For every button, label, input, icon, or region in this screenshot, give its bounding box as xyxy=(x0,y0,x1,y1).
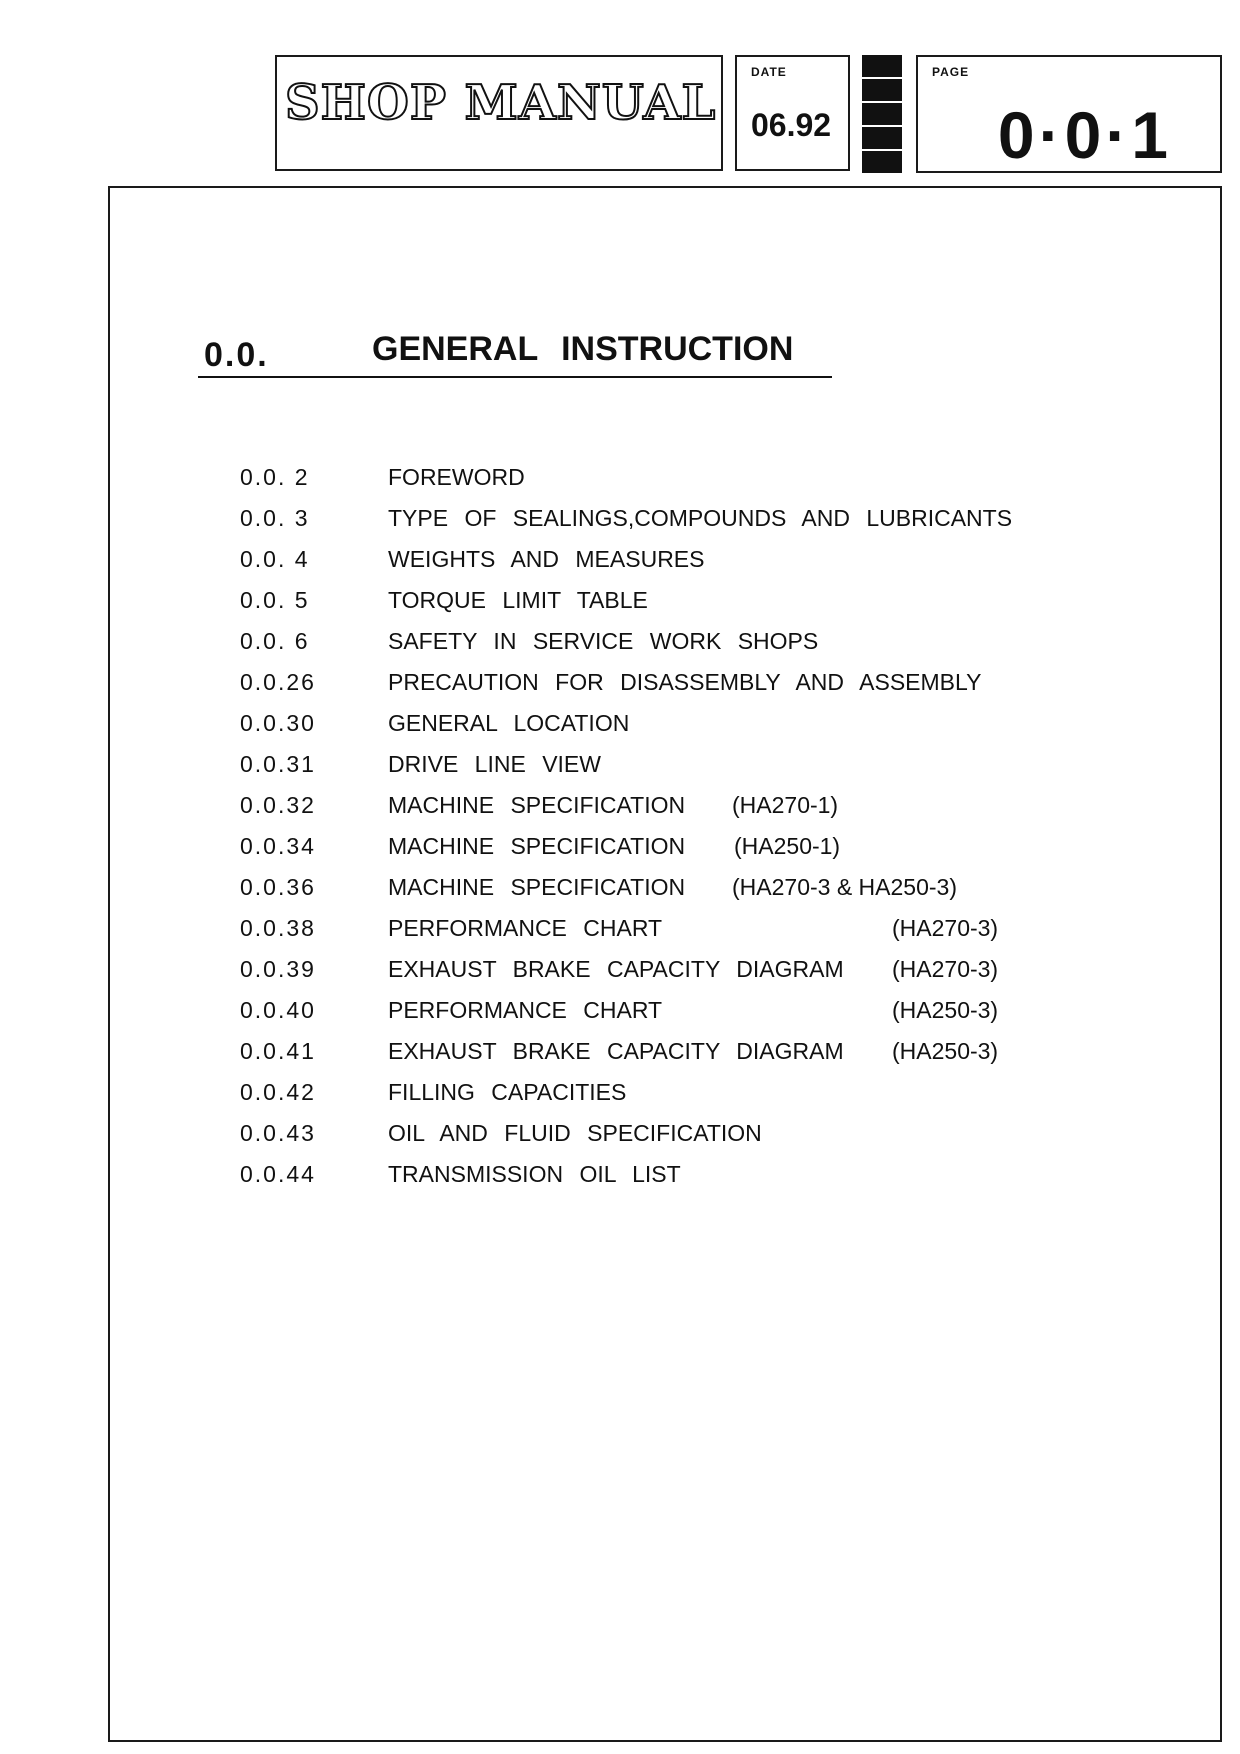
toc-title: MACHINE SPECIFICATION xyxy=(388,833,686,859)
toc-title: EXHAUST BRAKE CAPACITY DIAGRAM xyxy=(388,1038,844,1064)
toc-number: 0.0.38 xyxy=(240,915,316,941)
toc-title: MACHINE SPECIFICATION xyxy=(388,874,686,900)
toc-title: SAFETY IN SERVICE WORK SHOPS xyxy=(388,628,819,654)
toc-number: 0.0.26 xyxy=(240,669,316,695)
toc-number: 0.0. 6 xyxy=(240,628,310,654)
toc-title: TYPE OF SEALINGS,COMPOUNDS AND LUBRICANTS xyxy=(388,505,1013,531)
toc-item[interactable] xyxy=(240,544,1040,585)
toc-number: 0.0.43 xyxy=(240,1120,316,1146)
page-box xyxy=(916,55,1222,173)
toc-title: GENERAL LOCATION xyxy=(388,710,630,736)
toc-title: TORQUE LIMIT TABLE xyxy=(388,587,648,613)
toc-item[interactable] xyxy=(240,503,1040,544)
toc-item[interactable] xyxy=(240,954,1040,995)
black-marker xyxy=(862,79,902,101)
toc-title: FOREWORD xyxy=(388,464,525,490)
toc-item[interactable] xyxy=(240,749,1040,790)
toc-title: WEIGHTS AND MEASURES xyxy=(388,546,705,572)
toc-model: (HA270-1) xyxy=(732,792,839,818)
toc-title: OIL AND FLUID SPECIFICATION xyxy=(388,1120,762,1146)
toc-item[interactable] xyxy=(240,1036,1040,1077)
toc-item[interactable] xyxy=(240,831,1040,872)
toc-number: 0.0. 4 xyxy=(240,546,310,572)
table-of-contents xyxy=(240,462,1040,1200)
toc-item[interactable] xyxy=(240,913,1040,954)
toc-number: 0.0. 5 xyxy=(240,587,310,613)
toc-title: PERFORMANCE CHART xyxy=(388,997,663,1023)
shop-manual-title: SHOP MANUAL xyxy=(285,75,717,131)
toc-item[interactable] xyxy=(240,1077,1040,1118)
black-marker xyxy=(862,103,902,125)
toc-title: EXHAUST BRAKE CAPACITY DIAGRAM xyxy=(388,956,844,982)
toc-item[interactable] xyxy=(240,1118,1040,1159)
toc-title: FILLING CAPACITIES xyxy=(388,1079,627,1105)
toc-item[interactable] xyxy=(240,626,1040,667)
page-number: 0·0·1 xyxy=(997,98,1172,172)
black-marker xyxy=(862,127,902,149)
toc-item[interactable] xyxy=(240,462,1040,503)
section-number: 0.0. xyxy=(204,336,269,374)
section-heading xyxy=(198,328,832,378)
toc-item[interactable] xyxy=(240,708,1040,749)
toc-number: 0.0.32 xyxy=(240,792,316,818)
toc-model: (HA250-3) xyxy=(892,997,999,1023)
date-value: 06.92 xyxy=(751,107,832,143)
toc-model: (HA270-3 & HA250-3) xyxy=(732,874,957,900)
toc-model: (HA250-1) xyxy=(734,833,841,859)
toc-title: TRANSMISSION OIL LIST xyxy=(388,1161,681,1187)
toc-number: 0.0.41 xyxy=(240,1038,316,1064)
toc-number: 0.0.36 xyxy=(240,874,316,900)
toc-number: 0.0.31 xyxy=(240,751,316,777)
toc-number: 0.0.42 xyxy=(240,1079,316,1105)
toc-model: (HA250-3) xyxy=(892,1038,999,1064)
toc-model: (HA270-3) xyxy=(892,956,999,982)
toc-item[interactable] xyxy=(240,585,1040,626)
black-tab-markers xyxy=(862,55,902,173)
toc-item[interactable] xyxy=(240,667,1040,708)
toc-item[interactable] xyxy=(240,872,1040,913)
toc-number: 0.0.30 xyxy=(240,710,316,736)
black-marker xyxy=(862,55,902,77)
toc-number: 0.0. 3 xyxy=(240,505,310,531)
page-label: PAGE xyxy=(932,65,970,79)
toc-number: 0.0.44 xyxy=(240,1161,316,1187)
toc-number: 0.0.34 xyxy=(240,833,316,859)
toc-title: PERFORMANCE CHART xyxy=(388,915,663,941)
black-marker xyxy=(862,151,902,173)
toc-item[interactable] xyxy=(240,1159,1040,1200)
toc-title: PRECAUTION FOR DISASSEMBLY AND ASSEMBLY xyxy=(388,669,982,695)
toc-item[interactable] xyxy=(240,995,1040,1036)
toc-title: MACHINE SPECIFICATION xyxy=(388,792,686,818)
date-label: DATE xyxy=(751,65,787,79)
date-box xyxy=(735,55,850,171)
toc-title: DRIVE LINE VIEW xyxy=(388,751,601,777)
toc-number: 0.0.39 xyxy=(240,956,316,982)
toc-item[interactable] xyxy=(240,790,1040,831)
toc-model: (HA270-3) xyxy=(892,915,999,941)
section-title: GENERAL INSTRUCTION xyxy=(372,330,794,368)
shop-manual-title-box xyxy=(275,55,723,171)
toc-number: 0.0.40 xyxy=(240,997,316,1023)
toc-number: 0.0. 2 xyxy=(240,464,310,490)
